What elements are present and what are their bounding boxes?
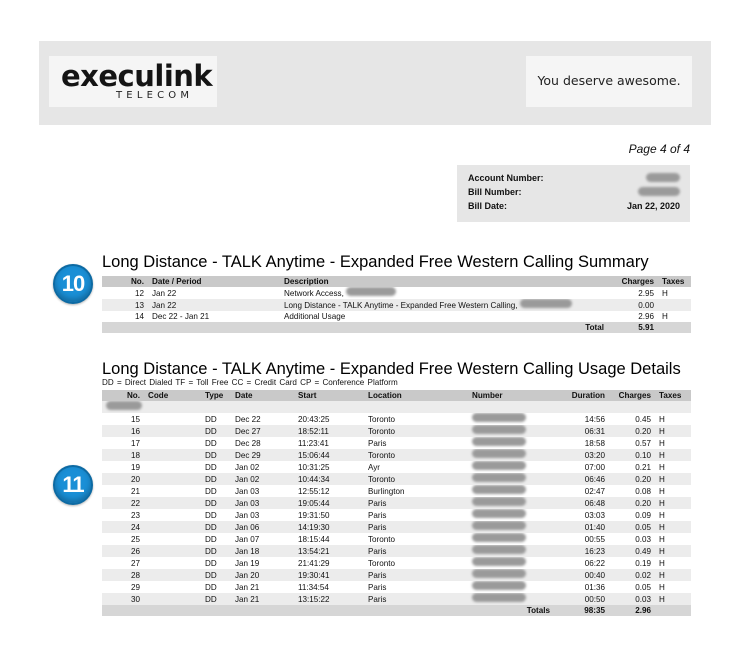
usage-number xyxy=(468,533,554,545)
usage-totals-row xyxy=(102,605,691,616)
summary-row xyxy=(102,299,691,311)
usage-code xyxy=(144,581,201,593)
usage-no: 21 xyxy=(130,486,140,496)
usage-duration: 02:47 xyxy=(584,486,605,496)
usage-row xyxy=(102,461,691,473)
summary-total-spacer xyxy=(658,322,691,333)
usage-taxes: H xyxy=(659,510,665,520)
summary-header-date: Date / Period xyxy=(148,276,280,287)
redacted-value xyxy=(472,473,526,482)
usage-code xyxy=(144,509,201,521)
usage-location: Paris xyxy=(364,569,468,581)
details-header-type: Type xyxy=(201,390,231,401)
redacted-value xyxy=(472,437,526,446)
usage-charges: 0.09 xyxy=(635,510,651,520)
usage-number xyxy=(468,413,554,425)
usage-charges: 0.49 xyxy=(609,545,655,557)
brand-logo xyxy=(49,56,217,107)
usage-row xyxy=(102,521,691,533)
details-header-date: Date xyxy=(231,390,294,401)
redacted-value xyxy=(472,533,526,542)
usage-total-spacer xyxy=(144,605,201,616)
usage-start: 12:55:12 xyxy=(298,486,330,496)
usage-code xyxy=(144,593,201,605)
usage-date: Jan 19 xyxy=(235,558,260,568)
usage-type: DD xyxy=(205,510,217,520)
usage-location: Paris xyxy=(364,545,468,557)
usage-no: 30 xyxy=(102,593,144,605)
usage-duration: 06:46 xyxy=(554,473,609,485)
usage-taxes: H xyxy=(655,593,691,605)
usage-type: DD xyxy=(201,593,231,605)
summary-taxes: H xyxy=(662,312,668,321)
usage-code xyxy=(144,437,201,449)
usage-row xyxy=(102,413,691,425)
usage-taxes: H xyxy=(659,558,665,568)
usage-no: 17 xyxy=(130,438,140,448)
usage-taxes: H xyxy=(655,497,691,509)
usage-code xyxy=(144,533,201,545)
usage-duration: 18:58 xyxy=(584,438,605,448)
summary-description xyxy=(280,311,608,322)
usage-code xyxy=(144,461,201,473)
usage-taxes: H xyxy=(655,473,691,485)
summary-date: Jan 22 xyxy=(152,288,177,298)
usage-row xyxy=(102,581,691,593)
summary-table xyxy=(102,276,691,333)
usage-code xyxy=(144,545,201,557)
usage-start: 13:54:21 xyxy=(294,545,364,557)
usage-charges: 0.21 xyxy=(635,462,651,472)
usage-no: 19 xyxy=(130,462,140,472)
usage-duration: 16:23 xyxy=(554,545,609,557)
details-header-row xyxy=(102,390,691,401)
bill-number-redacted xyxy=(638,187,680,198)
details-header-duration: Duration xyxy=(554,390,609,401)
usage-type: DD xyxy=(205,414,217,424)
usage-date: Jan 21 xyxy=(235,582,260,592)
usage-date: Jan 03 xyxy=(235,510,260,520)
bill-number-row xyxy=(468,187,680,201)
usage-type: DD xyxy=(201,473,231,485)
usage-number xyxy=(468,509,554,521)
usage-code xyxy=(144,473,201,485)
usage-row xyxy=(102,593,691,605)
brand-tagline: You deserve awesome. xyxy=(537,73,681,88)
usage-no: 28 xyxy=(102,569,144,581)
usage-total-spacer xyxy=(364,605,468,616)
redacted-value xyxy=(472,413,526,422)
usage-number xyxy=(468,425,554,437)
redacted-value xyxy=(346,287,396,296)
summary-charges: 0.00 xyxy=(608,299,658,311)
usage-no: 18 xyxy=(102,449,144,461)
usage-row xyxy=(102,449,691,461)
details-header-code: Code xyxy=(144,390,201,401)
usage-taxes: H xyxy=(655,545,691,557)
usage-start: 19:31:50 xyxy=(298,510,330,520)
usage-location: Paris xyxy=(368,582,387,592)
usage-charges: 0.05 xyxy=(609,521,655,533)
redacted-value xyxy=(472,581,526,590)
redacted-value xyxy=(472,425,526,434)
usage-start: 10:44:34 xyxy=(294,473,364,485)
usage-row xyxy=(102,437,691,449)
section-badge-10: 10 xyxy=(53,264,93,304)
usage-location: Ayr xyxy=(368,462,380,472)
summary-row xyxy=(102,287,691,299)
usage-date: Jan 02 xyxy=(231,473,294,485)
usage-type: DD xyxy=(201,425,231,437)
usage-no: 23 xyxy=(130,510,140,520)
redacted-phone-cell xyxy=(102,401,691,413)
usage-date: Jan 21 xyxy=(231,593,294,605)
usage-total-spacer xyxy=(655,605,691,616)
details-header-number: Number xyxy=(468,390,554,401)
bill-number-label: Bill Number: xyxy=(468,187,522,197)
account-number-redacted xyxy=(646,173,680,184)
usage-duration: 00:40 xyxy=(554,569,609,581)
usage-total-duration: 98:35 xyxy=(554,605,609,616)
usage-taxes: H xyxy=(659,486,665,496)
header-band xyxy=(39,41,711,125)
account-info-box xyxy=(457,165,690,222)
usage-type: DD xyxy=(201,545,231,557)
summary-no: 14 xyxy=(134,312,144,321)
redacted-value xyxy=(472,521,526,530)
usage-number xyxy=(468,437,554,449)
summary-row xyxy=(102,311,691,322)
usage-no: 16 xyxy=(102,425,144,437)
redacted-value xyxy=(472,593,526,602)
usage-charges: 0.20 xyxy=(609,473,655,485)
usage-start: 18:52:11 xyxy=(294,425,364,437)
usage-start: 10:31:25 xyxy=(298,462,330,472)
usage-charges: 0.20 xyxy=(609,425,655,437)
usage-duration: 07:00 xyxy=(584,462,605,472)
usage-number xyxy=(468,545,554,557)
usage-location: Toronto xyxy=(368,414,395,424)
bill-date-row xyxy=(468,201,680,215)
usage-taxes: H xyxy=(655,449,691,461)
usage-code xyxy=(144,413,201,425)
usage-charges: 0.45 xyxy=(635,414,651,424)
bill-date-label: Bill Date: xyxy=(468,201,508,211)
usage-location: Toronto xyxy=(364,425,468,437)
brand-subname: TELECOM xyxy=(116,90,194,101)
usage-location: Toronto xyxy=(364,449,468,461)
usage-type: DD xyxy=(201,569,231,581)
usage-charges: 0.03 xyxy=(609,593,655,605)
summary-header-taxes: Taxes xyxy=(658,276,691,287)
usage-number xyxy=(468,473,554,485)
usage-charges: 0.03 xyxy=(635,534,651,544)
usage-taxes: H xyxy=(659,438,665,448)
usage-date: Jan 03 xyxy=(235,486,260,496)
usage-code xyxy=(144,497,201,509)
usage-date: Jan 18 xyxy=(231,545,294,557)
usage-start: 11:34:54 xyxy=(298,582,329,592)
usage-date: Dec 27 xyxy=(231,425,294,437)
usage-no: 25 xyxy=(130,534,140,544)
bill-date-value: Jan 22, 2020 xyxy=(626,201,680,211)
summary-total-label: Total xyxy=(280,322,608,333)
usage-type: DD xyxy=(205,558,217,568)
usage-row xyxy=(102,509,691,521)
usage-number xyxy=(468,461,554,473)
redacted-value xyxy=(472,557,526,566)
usage-row xyxy=(102,473,691,485)
usage-type: DD xyxy=(201,497,231,509)
usage-row xyxy=(102,545,691,557)
usage-taxes: H xyxy=(655,569,691,581)
usage-location: Toronto xyxy=(368,534,395,544)
usage-code xyxy=(144,485,201,497)
brand-name: execulink xyxy=(61,59,213,93)
usage-taxes: H xyxy=(659,534,665,544)
usage-location: Paris xyxy=(364,497,468,509)
usage-number xyxy=(468,485,554,497)
page-number: Page 4 of 4 xyxy=(628,142,690,156)
usage-number xyxy=(468,593,554,605)
usage-code xyxy=(144,557,201,569)
usage-duration: 01:40 xyxy=(554,521,609,533)
type-legend: DD = Direct Dialed TF = Toll Free CC = Credit Card CP = Conference Platform xyxy=(102,378,398,387)
usage-total-charges: 2.96 xyxy=(609,605,655,616)
usage-total-spacer xyxy=(231,605,294,616)
usage-code xyxy=(144,425,201,437)
redacted-value xyxy=(472,509,526,518)
summary-taxes: H xyxy=(662,288,668,298)
usage-no: 27 xyxy=(130,558,140,568)
usage-number xyxy=(468,569,554,581)
usage-duration: 06:22 xyxy=(584,558,605,568)
usage-no: 24 xyxy=(102,521,144,533)
summary-title: Long Distance - TALK Anytime - Expanded Free Western Calling Summary xyxy=(102,253,649,271)
summary-total-value: 5.91 xyxy=(608,322,658,333)
usage-date: Dec 29 xyxy=(231,449,294,461)
usage-row xyxy=(102,533,691,545)
usage-date: Jan 03 xyxy=(231,497,294,509)
usage-type: DD xyxy=(201,449,231,461)
usage-duration: 06:48 xyxy=(554,497,609,509)
usage-start: 19:05:44 xyxy=(294,497,364,509)
usage-type: DD xyxy=(201,521,231,533)
section-badge-11: 11 xyxy=(53,465,93,505)
details-header-no: No. xyxy=(102,390,144,401)
usage-type: DD xyxy=(205,486,217,496)
usage-charges: 0.05 xyxy=(635,582,651,592)
usage-taxes: H xyxy=(659,582,665,592)
usage-start: 20:43:25 xyxy=(298,414,330,424)
usage-no: 20 xyxy=(102,473,144,485)
summary-header-no: No. xyxy=(102,276,148,287)
usage-charges: 0.02 xyxy=(609,569,655,581)
summary-header-description: Description xyxy=(280,276,608,287)
usage-start: 18:15:44 xyxy=(298,534,330,544)
summary-no: 13 xyxy=(102,299,148,311)
usage-type: DD xyxy=(205,582,217,592)
summary-total-row xyxy=(102,322,691,333)
usage-type: DD xyxy=(205,438,217,448)
summary-no: 12 xyxy=(134,288,144,298)
usage-number xyxy=(468,521,554,533)
usage-taxes: H xyxy=(655,425,691,437)
usage-date: Jan 06 xyxy=(231,521,294,533)
usage-duration: 14:56 xyxy=(584,414,605,424)
details-header-start: Start xyxy=(294,390,364,401)
usage-duration: 01:36 xyxy=(584,582,605,592)
usage-type: DD xyxy=(205,534,217,544)
usage-start: 13:15:22 xyxy=(294,593,364,605)
details-title: Long Distance - TALK Anytime - Expanded Free Western Calling Usage Details xyxy=(102,360,681,378)
summary-description xyxy=(280,299,608,311)
usage-charges: 0.10 xyxy=(609,449,655,461)
usage-date: Dec 22 xyxy=(235,414,261,424)
details-header-location: Location xyxy=(364,390,468,401)
usage-location: Toronto xyxy=(368,558,395,568)
usage-number xyxy=(468,497,554,509)
usage-duration: 00:50 xyxy=(554,593,609,605)
redacted-value xyxy=(472,545,526,554)
usage-duration: 03:03 xyxy=(584,510,605,520)
usage-details-table xyxy=(102,390,691,616)
usage-no: 26 xyxy=(102,545,144,557)
usage-date: Jan 07 xyxy=(235,534,260,544)
usage-code xyxy=(144,449,201,461)
usage-number xyxy=(468,557,554,569)
summary-date: Dec 22 - Jan 21 xyxy=(152,312,210,321)
usage-date: Jan 20 xyxy=(231,569,294,581)
summary-date: Jan 22 xyxy=(148,299,280,311)
usage-date: Dec 28 xyxy=(235,438,261,448)
usage-taxes: H xyxy=(659,414,665,424)
usage-charges: 0.57 xyxy=(635,438,651,448)
redacted-value xyxy=(472,485,526,494)
usage-total-spacer xyxy=(102,605,144,616)
redacted-value xyxy=(472,569,526,578)
usage-duration: 06:31 xyxy=(554,425,609,437)
summary-description xyxy=(280,287,608,299)
usage-taxes: H xyxy=(659,462,665,472)
usage-total-spacer xyxy=(294,605,364,616)
summary-charges: 2.96 xyxy=(638,312,654,321)
usage-location: Toronto xyxy=(364,473,468,485)
usage-code xyxy=(144,521,201,533)
usage-number xyxy=(468,449,554,461)
summary-charges: 2.95 xyxy=(638,288,654,298)
summary-taxes xyxy=(658,299,691,311)
usage-row xyxy=(102,557,691,569)
usage-no: 22 xyxy=(102,497,144,509)
redacted-value xyxy=(106,401,142,410)
redacted-value xyxy=(472,461,526,470)
usage-type: DD xyxy=(205,462,217,472)
usage-no: 15 xyxy=(130,414,140,424)
redacted-value xyxy=(472,497,526,506)
summary-description-text: Additional Usage xyxy=(284,312,346,321)
usage-start: 19:30:41 xyxy=(294,569,364,581)
redacted-phone-row xyxy=(102,401,691,413)
usage-no: 29 xyxy=(130,582,140,592)
usage-charges: 0.08 xyxy=(635,486,651,496)
details-header-charges: Charges xyxy=(609,390,655,401)
usage-totals-label: Totals xyxy=(468,605,554,616)
usage-start: 14:19:30 xyxy=(294,521,364,533)
usage-row xyxy=(102,425,691,437)
usage-date: Jan 02 xyxy=(235,462,260,472)
usage-number xyxy=(468,581,554,593)
summary-header-charges: Charges xyxy=(608,276,658,287)
usage-start: 21:41:29 xyxy=(298,558,330,568)
redacted-value xyxy=(472,449,526,458)
summary-total-spacer xyxy=(148,322,280,333)
usage-total-spacer xyxy=(201,605,231,616)
usage-row xyxy=(102,497,691,509)
usage-code xyxy=(144,569,201,581)
usage-location: Paris xyxy=(368,438,387,448)
account-number-row xyxy=(468,173,680,187)
details-header-taxes: Taxes xyxy=(655,390,691,401)
usage-row xyxy=(102,485,691,497)
usage-charges: 0.20 xyxy=(609,497,655,509)
tagline-box xyxy=(526,56,692,107)
usage-start: 11:23:41 xyxy=(298,438,329,448)
redacted-value xyxy=(520,299,572,308)
summary-description-text: Network Access, xyxy=(284,289,344,298)
account-number-label: Account Number: xyxy=(468,173,544,183)
usage-charges: 0.19 xyxy=(635,558,651,568)
summary-total-spacer xyxy=(102,322,148,333)
usage-duration: 03:20 xyxy=(554,449,609,461)
usage-row xyxy=(102,569,691,581)
usage-duration: 00:55 xyxy=(584,534,605,544)
usage-taxes: H xyxy=(655,521,691,533)
usage-location: Paris xyxy=(364,593,468,605)
usage-location: Paris xyxy=(364,521,468,533)
summary-description-text: Long Distance - TALK Anytime - Expanded Free Western Calling, xyxy=(284,301,518,310)
usage-location: Paris xyxy=(368,510,387,520)
usage-start: 15:06:44 xyxy=(294,449,364,461)
summary-header-row xyxy=(102,276,691,287)
usage-location: Burlington xyxy=(368,486,405,496)
